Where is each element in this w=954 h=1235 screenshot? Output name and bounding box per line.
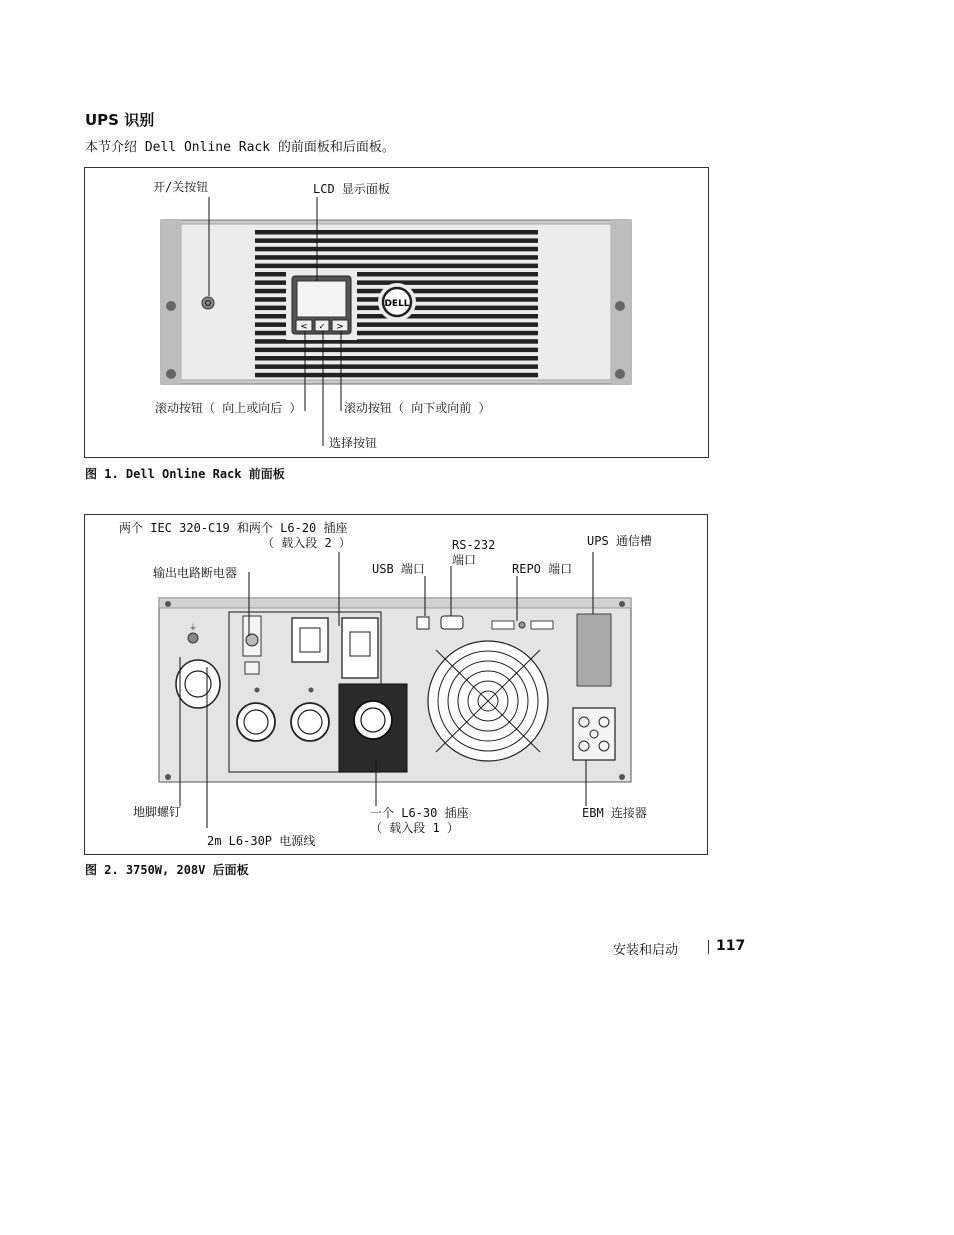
label-l630-line1: 一个 L6-30 插座 (370, 806, 469, 820)
section-intro: 本节介绍 Dell Online Rack 的前面板和后面板。 (85, 140, 395, 155)
footer-chapter: 安装和启动 (613, 943, 679, 958)
page-number: 117 (716, 938, 746, 954)
svg-text:DELL: DELL (384, 299, 410, 309)
svg-text:✓: ✓ (318, 322, 326, 331)
svg-text:⏚: ⏚ (189, 623, 197, 632)
label-receptacles-line1: 两个 IEC 320-C19 和两个 L6-20 插座 (119, 521, 348, 535)
label-scroll-up: 滚动按钮（ 向上或向后 ） (155, 401, 302, 415)
l6-20-socket-1 (237, 703, 275, 741)
label-power-cord: 2m L6-30P 电源线 (207, 834, 316, 848)
label-rs232-line1: RS-232 (452, 538, 496, 552)
label-l630-line2: （ 载入段 1 ） (370, 821, 459, 835)
svg-text:<: < (300, 322, 308, 332)
label-power-button: 开/关按钮 (153, 180, 209, 194)
label-output-breaker: 输出电路断电器 (153, 566, 238, 580)
footer-divider (708, 940, 709, 954)
repo-port (492, 621, 514, 629)
section-title: UPS 识别 (85, 111, 155, 129)
l6-20-socket-2 (291, 703, 329, 741)
label-scroll-down: 滚动按钮（ 向下或向前 ） (344, 401, 491, 415)
ebm-connector (573, 708, 615, 760)
c19-socket-1 (292, 618, 328, 662)
label-select-button: 选择按钮 (329, 436, 378, 450)
label-rs232-line2: 端口 (452, 553, 477, 567)
svg-text:>: > (336, 322, 344, 332)
figure2-caption: 图 2. 3750W, 208V 后面板 (85, 863, 249, 877)
label-ground-screw: 地脚螺钉 (133, 805, 182, 819)
label-usb-port: USB 端口 (372, 562, 425, 576)
usb-port (417, 617, 429, 629)
ups-comm-bay (577, 614, 611, 686)
label-lcd-panel: LCD 显示面板 (313, 182, 390, 196)
rear-panel (159, 598, 631, 782)
fan-grille (428, 641, 548, 761)
c19-socket-2 (342, 618, 378, 678)
l6-30-socket (354, 701, 392, 739)
label-repo-port: REPO 端口 (512, 562, 573, 576)
label-comm-bay: UPS 通信槽 (587, 534, 652, 548)
rs232-port (441, 616, 463, 629)
figure1-caption: 图 1. Dell Online Rack 前面板 (85, 467, 285, 481)
label-ebm-connector: EBM 连接器 (582, 806, 647, 820)
label-receptacles-line2: （ 载入段 2 ） (262, 536, 351, 550)
ground-screw-icon (188, 633, 198, 643)
